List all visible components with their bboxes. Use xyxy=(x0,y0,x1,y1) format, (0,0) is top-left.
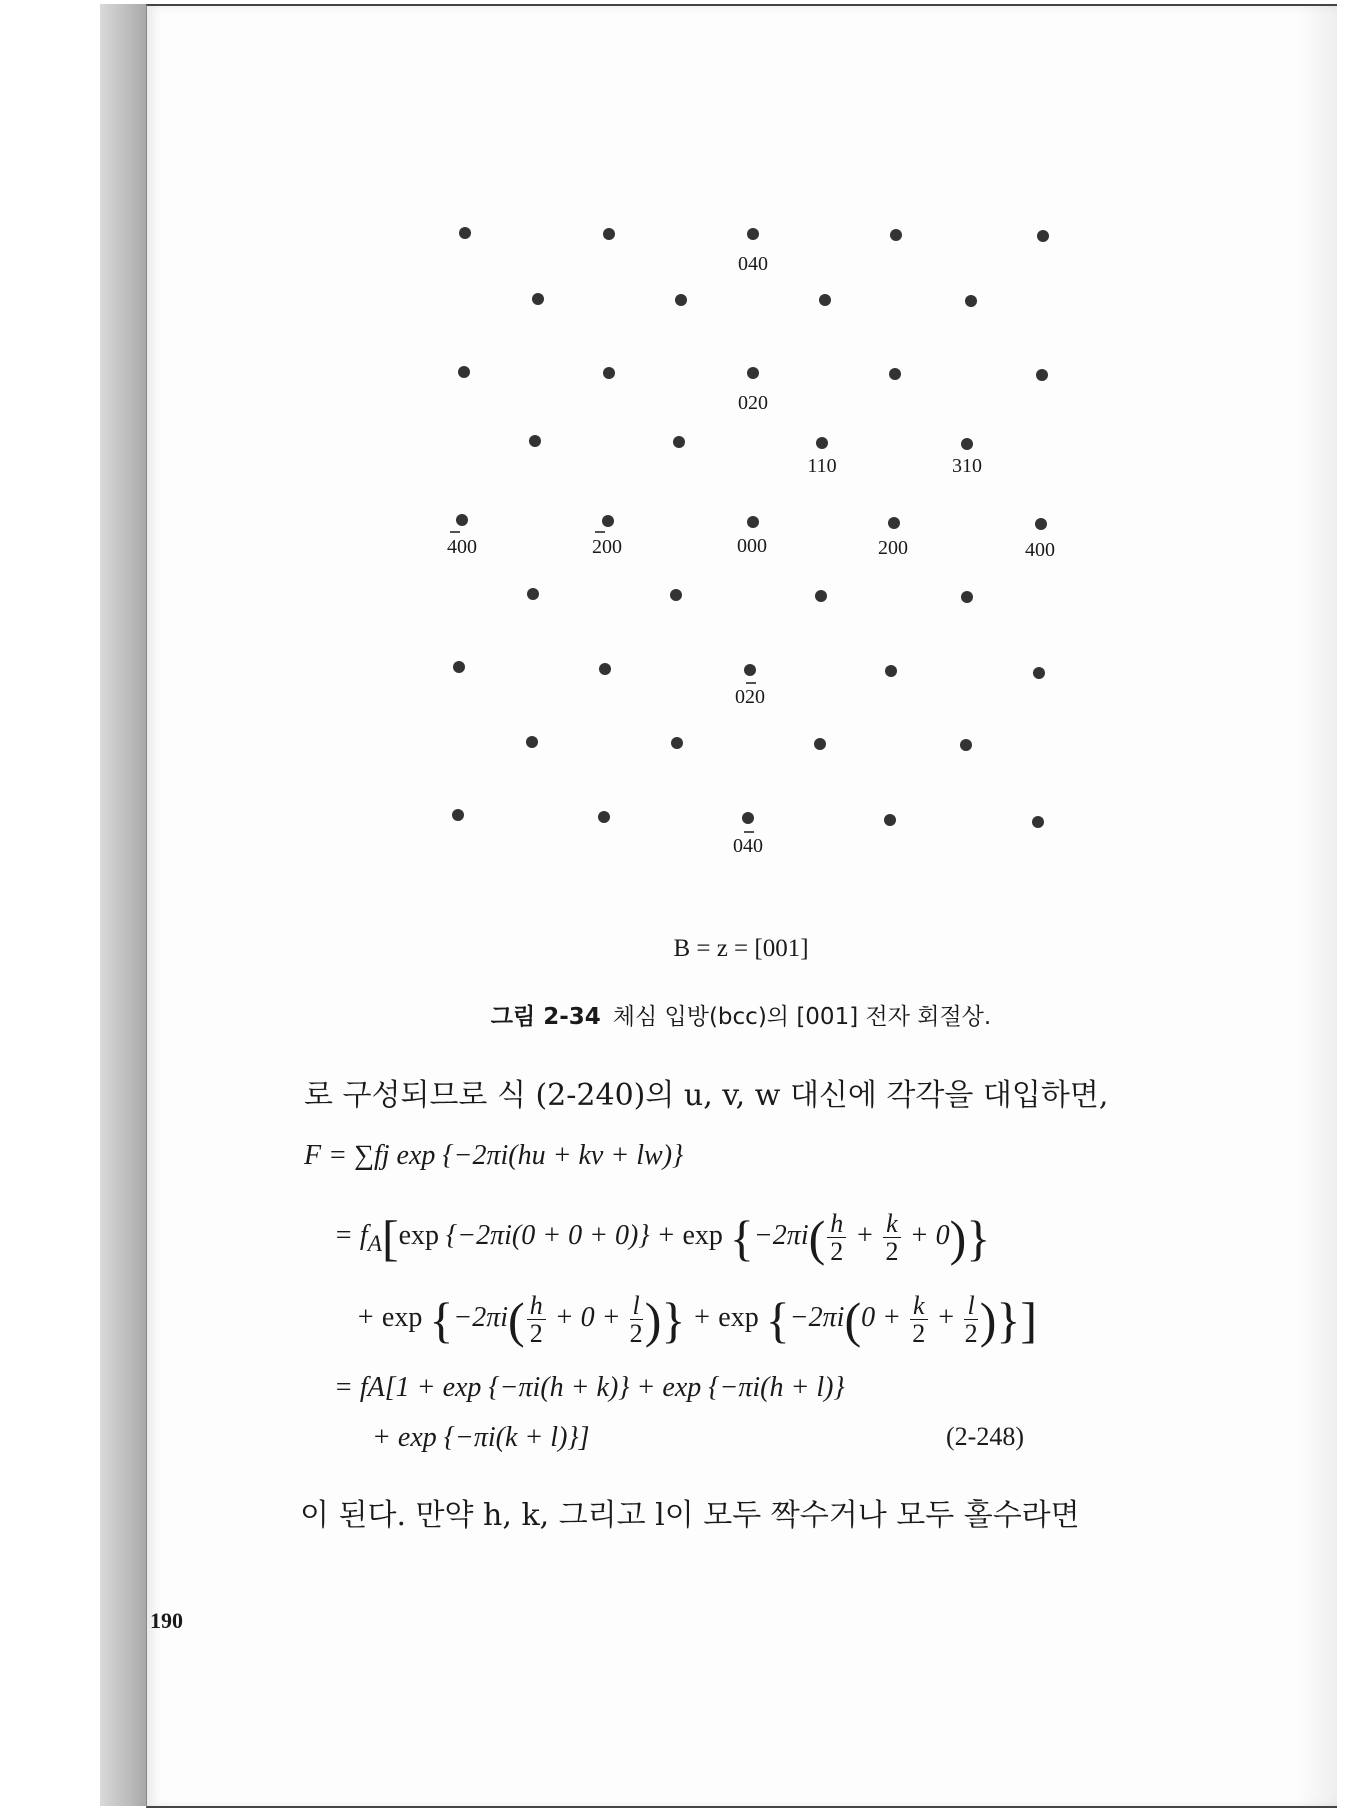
diffraction-spot xyxy=(1032,816,1044,828)
diffraction-spot xyxy=(884,814,896,826)
diffraction-spot xyxy=(452,809,464,821)
label-400: 400 xyxy=(1025,539,1055,561)
diffraction-spot xyxy=(961,438,973,450)
equation-row-1: F = ∑fj exp {−2πi(hu + kv + lw)} xyxy=(304,1140,684,1171)
label-bar200: 200 xyxy=(592,536,622,558)
diffraction-spot xyxy=(747,516,759,528)
diffraction-spot xyxy=(603,228,615,240)
label-020: 020 xyxy=(738,392,768,414)
index-labels xyxy=(447,253,1055,857)
diffraction-spot xyxy=(453,661,465,673)
diffraction-spot xyxy=(456,514,468,526)
diffraction-spot xyxy=(888,517,900,529)
diffraction-spot xyxy=(814,738,826,750)
diffraction-spot xyxy=(603,367,615,379)
diffraction-spot xyxy=(819,294,831,306)
label-040: 040 xyxy=(738,253,768,275)
page-number: 190 xyxy=(150,1608,183,1633)
diffraction-spot xyxy=(459,227,471,239)
diffraction-spot xyxy=(816,437,828,449)
figure-caption xyxy=(146,998,1336,1031)
diffraction-spot xyxy=(1033,667,1045,679)
diffraction-spot xyxy=(885,665,897,677)
diffraction-spot xyxy=(965,295,977,307)
diffraction-spot xyxy=(529,435,541,447)
diffraction-spot xyxy=(889,368,901,380)
equation-row-2: = $f_A[\exp$ {−2πi(0 + 0 + 0)} + exp {−2πi( $\frac{h}{2}$ + $\frac{k}{2}$ + 0)} xyxy=(334,1209,991,1267)
label-bar400: 400 xyxy=(447,536,477,558)
label-000: 000 xyxy=(737,535,767,557)
diffraction-spot xyxy=(670,589,682,601)
equation-number: (2-248) xyxy=(946,1422,1024,1451)
diffraction-spot xyxy=(742,812,754,824)
diffraction-spot xyxy=(815,590,827,602)
beam-direction: B = z = [001] xyxy=(673,935,809,962)
caption-number: 그림 2-34 xyxy=(490,1004,601,1030)
equation-row-4: = fA[1 + exp {−πi(h + k)} + exp {−πi(h + l)} xyxy=(334,1372,845,1403)
diffraction-spot xyxy=(526,736,538,748)
label-200: 200 xyxy=(878,537,908,559)
equation-row-3: + exp {−2πi( $\frac{h}{2}$ + 0 + $\frac{l}{2}$ )} + exp {−2πi(0 + $\frac{k}{2}$ + $\frac{l}{2}$ )}] xyxy=(356,1291,1037,1349)
diffraction-spot xyxy=(961,591,973,603)
diffraction-spot xyxy=(675,294,687,306)
diffraction-spot xyxy=(744,664,756,676)
diffraction-spot xyxy=(602,515,614,527)
caption-text: 체심 입방(bcc)의 [001] 전자 회절상. xyxy=(612,1004,992,1030)
body-line-2: 이 된다. 만약 h, k, 그리고 l이 모두 짝수거나 모두 홀수라면 xyxy=(300,1498,1080,1533)
diffraction-spot xyxy=(960,739,972,751)
diffraction-spot xyxy=(1037,230,1049,242)
diffraction-spot xyxy=(1036,369,1048,381)
diffraction-spot xyxy=(527,588,539,600)
diffraction-spot xyxy=(673,436,685,448)
diffraction-spot xyxy=(671,737,683,749)
label-310: 310 xyxy=(952,455,982,477)
diffraction-spot xyxy=(598,811,610,823)
diffraction-spot xyxy=(458,366,470,378)
label-0bar20: 020 xyxy=(735,686,765,708)
diffraction-spot xyxy=(532,293,544,305)
diffraction-spot xyxy=(747,367,759,379)
label-110: 110 xyxy=(807,455,837,477)
body-line-1: 로 구성되므로 식 (2-240)의 u, v, w 대신에 각각을 대입하면, xyxy=(304,1078,1109,1113)
label-0bar40: 040 xyxy=(733,835,763,857)
equation-row-5: + exp {−πi(k + l)}] xyxy=(372,1422,590,1453)
diffraction-spot xyxy=(747,228,759,240)
diffraction-spot xyxy=(1035,518,1047,530)
diffraction-spot xyxy=(890,229,902,241)
diffraction-spot xyxy=(599,663,611,675)
